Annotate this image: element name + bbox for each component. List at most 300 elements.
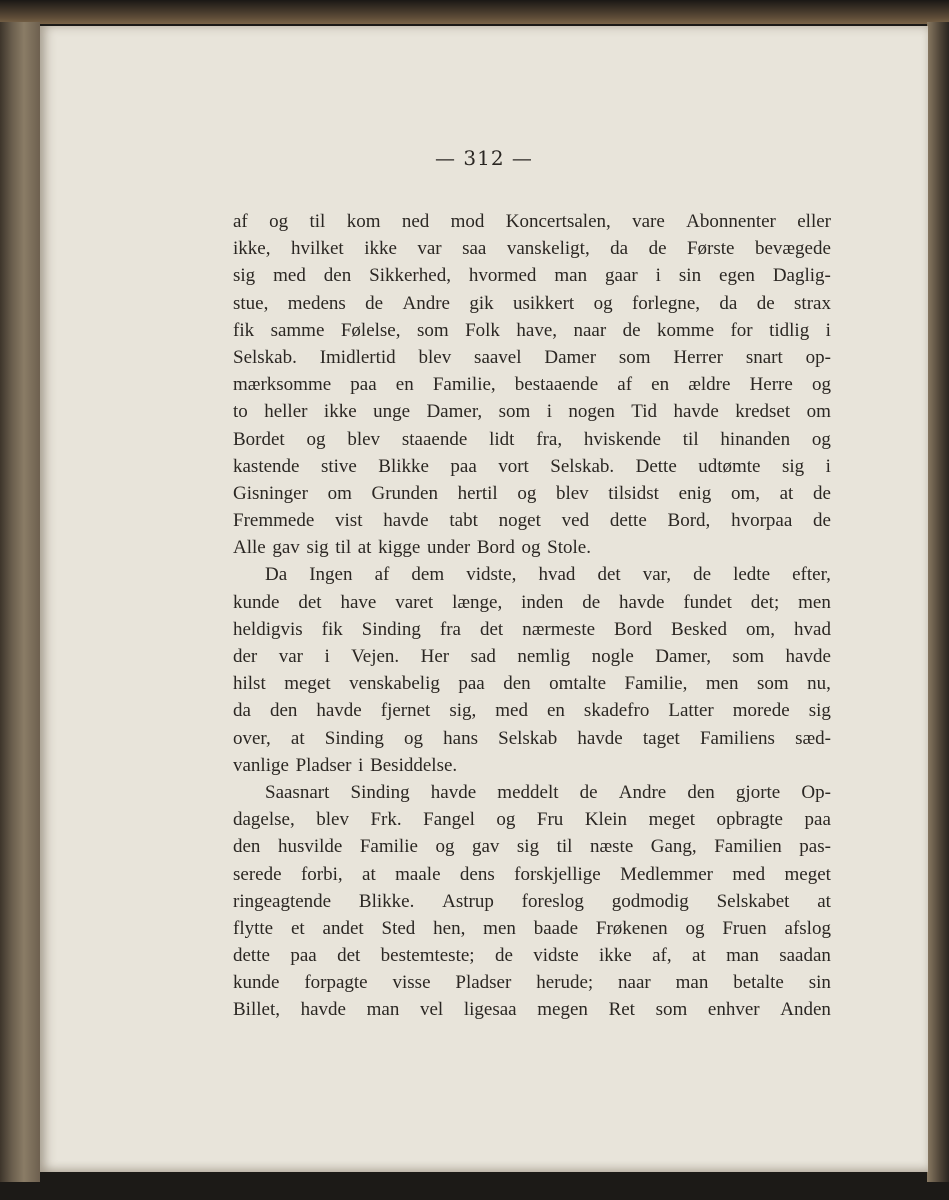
word: foreslog [521,890,584,912]
word: Damer, [655,646,711,667]
word: hinanden [720,428,791,450]
word: Imidlertid [319,346,396,368]
word: Selskab. [233,346,297,368]
word: vanskeligt, [506,238,590,260]
word: kunde [233,591,280,613]
word: næste [589,836,634,858]
word: og [496,809,516,831]
word: og [521,537,541,559]
word: og [811,374,831,396]
word: blev [418,346,452,368]
word: om [806,401,831,423]
word: visse [392,972,431,994]
word: Besked [671,618,727,640]
word: man [366,999,400,1021]
word: Dette [635,455,677,477]
word: som [416,319,449,341]
word: meddelt [497,781,559,803]
word: Frøkenen [595,917,668,939]
word: ved [561,510,590,532]
word: af [233,211,248,232]
word: Grunden [371,482,438,504]
word: sig [233,265,256,287]
page-number: — 312 — [435,146,533,170]
word: og [517,482,537,504]
word: en [395,374,414,396]
word: snart [745,346,783,368]
word: ligesaa [463,999,517,1021]
word: udtømte [698,455,761,477]
word: det; [750,591,780,613]
word: gik [469,292,494,314]
word: som [732,646,765,667]
word: den [503,673,531,695]
word: nærmeste [522,618,596,640]
word: dem [411,564,445,586]
word: Pladser [295,754,352,776]
text-line [233,697,831,724]
word: Alle [233,537,266,559]
word: det [298,591,322,613]
word: naar [618,972,651,994]
word: havde [316,700,362,722]
word: der [233,646,258,667]
word: da [610,238,629,260]
word: meget [784,863,831,885]
text-line [233,589,831,616]
body-text [233,208,831,1024]
word: Ret [608,999,635,1021]
word: de [582,591,601,613]
word: Stole. [547,537,591,559]
word: hvad [538,564,576,586]
word: herude; [536,972,594,994]
word: inden [521,591,564,613]
word: sad [470,646,496,667]
word: Sinding [324,727,384,749]
word: at [779,482,794,504]
word: paa [350,374,377,396]
word: heller [264,401,308,423]
book-spine-edge [0,22,40,1182]
word: de [622,319,641,341]
word: Familien [714,836,782,858]
text-line [233,344,831,371]
word: men [798,591,831,613]
word: Medlemmer [620,863,713,885]
word: ledte [733,564,771,586]
word: til [682,428,699,450]
word: den [269,700,298,722]
word: for [730,319,753,341]
word: mærksomme [233,374,332,396]
word: de [812,482,831,504]
word: de [813,510,831,532]
word: som [618,346,651,368]
word: Abonnenter [686,211,776,232]
word: saadan [779,945,831,967]
word: og [435,836,455,858]
text-line [233,290,831,317]
word: Klein [584,809,628,831]
word: Andre [402,292,450,314]
word: flytte [233,917,274,939]
word: vare [632,211,665,232]
book-right-edge [927,22,949,1182]
word: saavel [474,346,522,368]
word: egen [719,265,755,287]
word: man [554,265,588,287]
word: taget [642,727,680,749]
word: betalte [733,972,784,994]
word: havde [300,999,346,1021]
word: under [426,537,471,559]
text-line [233,208,831,235]
word: Op- [801,781,831,803]
word: gav [272,537,300,559]
word: Fangel [423,809,475,831]
word: den [233,836,261,858]
word: Blikke [378,455,429,477]
word: stive [320,455,357,477]
word: Her [420,646,450,667]
word: bevægede [754,238,831,260]
word: andet [322,917,364,939]
word: sig, [449,700,477,722]
word: Familie, [624,673,688,695]
word: det [337,945,361,967]
word: Gisninger [233,482,308,504]
word: unge [373,401,411,423]
word: en [546,700,565,722]
word: Koncertsalen, [505,211,611,232]
word: kredset [735,401,791,423]
text-line [233,861,831,888]
word: kigge [378,537,421,559]
word: vidste, [466,564,517,586]
word: gaar [605,265,638,287]
word: og [404,727,424,749]
word: ned [401,211,430,232]
word: usikkert [512,292,575,314]
word: Billet, [233,999,280,1021]
word: ikke [364,238,397,260]
word: den [323,265,352,287]
word: forskjellige [514,863,601,885]
word: tidlig [769,319,810,341]
text-line [233,262,831,289]
word: blev [347,428,381,450]
word: tabt [449,510,478,532]
word: at [817,890,831,912]
word: enhver [707,999,760,1021]
word: og [269,211,289,232]
text-line [233,507,831,534]
word: naar [573,319,607,341]
word: med [495,700,528,722]
word: om [327,482,352,504]
word: dette [233,945,270,967]
word: hviskende [583,428,661,450]
word: paa [804,809,831,831]
word: vort [498,455,529,477]
word: Ingen [309,564,353,586]
word: vidste [533,945,579,967]
word: Selskabet [716,890,790,912]
text-line [233,317,831,344]
word: hans [443,727,478,749]
word: over, [233,727,271,749]
word: pas- [799,836,831,858]
text-line [233,534,831,561]
word: Følelse, [340,319,401,341]
word: at [362,863,376,885]
text-line [233,371,831,398]
word: paa [450,455,477,477]
word: hvilket [290,238,344,260]
word: Bordet [233,428,285,450]
word: de [693,564,712,586]
word: to [233,401,248,423]
word: havde [383,510,429,532]
word: sig [516,836,540,858]
word: eller [797,211,831,232]
word: Fruen [722,917,767,939]
text-line [233,616,831,643]
word: afslog [784,917,831,939]
word: og [685,917,705,939]
word: havde [785,646,831,667]
word: i [825,455,831,477]
word: vanlige [233,754,289,776]
word: da [233,700,251,722]
word: paa [458,673,485,695]
text-line [233,806,831,833]
word: Damer, [426,401,483,423]
word: nogle [591,646,634,667]
word: fra [439,618,461,640]
word: op- [805,346,831,368]
word: om, [745,618,776,640]
word: havde [430,781,477,803]
word: længe, [452,591,503,613]
word: nogen [568,401,615,423]
word: Familie, [432,374,496,396]
word: var [278,646,303,667]
word: Blikke. [358,890,415,912]
word: Sikkerhed, [369,265,451,287]
word: megen [537,999,588,1021]
word: godmodig [611,890,689,912]
word: komme [657,319,715,341]
word: om, [730,482,760,504]
text-line [233,398,831,425]
word: have [340,591,377,613]
text-line [233,833,831,860]
word: Familiens [699,727,775,749]
word: da [719,292,738,314]
word: ikke [599,945,632,967]
word: blev [555,482,589,504]
word: Sinding [361,618,421,640]
word: hertil [457,482,498,504]
word: Selskab. [550,455,615,477]
word: af [374,564,390,586]
book-top-edge [0,0,949,24]
word: skadefro [583,700,650,722]
word: var [417,238,442,260]
text-line [233,942,831,969]
word: baade [533,917,579,939]
word: sin [678,265,702,287]
word: af, [652,945,672,967]
word: med [732,863,766,885]
word: fjernet [380,700,431,722]
word: gjorte [735,781,781,803]
text-line [233,480,831,507]
word: til [309,211,326,232]
word: Gang, [650,836,697,858]
word: de [494,945,513,967]
word: Bord [476,537,515,559]
word: Selskab [498,727,558,749]
word: havde [673,401,719,423]
word: nemlig [517,646,571,667]
word: Tid [631,401,658,423]
word: stue, [233,292,269,314]
word: de [579,781,598,803]
word: omtalte [549,673,607,695]
word: Familie [359,836,418,858]
word: sig [306,537,329,559]
word: samme [270,319,325,341]
text-line [233,996,831,1023]
word: i [546,401,552,423]
word: Damer [544,346,597,368]
word: varet [395,591,434,613]
word: og [593,292,613,314]
word: Bord [614,618,653,640]
word: Fremmede [233,510,315,532]
word: de [648,238,667,260]
word: Vejen. [351,646,400,667]
word: sin [808,972,831,994]
word: Sinding [350,781,410,803]
word: morede [732,700,790,722]
word: men [705,673,739,695]
word: medens [287,292,346,314]
word: paa [290,945,317,967]
word: nu, [807,673,831,695]
word: fra, [536,428,563,450]
book-page [40,26,928,1172]
word: Folk [465,319,500,341]
word: Daglig- [772,265,831,287]
word: havde [619,591,665,613]
word: hvormed [468,265,537,287]
word: meget [648,809,695,831]
word: vel [420,999,444,1021]
word: det [597,564,621,586]
word: og [811,428,831,450]
word: sig [781,455,805,477]
word: Saasnart [265,781,330,803]
word: enig [678,482,712,504]
text-line [233,643,831,670]
word: strax [794,292,831,314]
word: som [655,999,688,1021]
word: lidt [489,428,515,450]
word: med [273,265,306,287]
word: kunde [233,972,280,994]
word: at [290,727,305,749]
word: have, [516,319,558,341]
word: serede [233,863,282,885]
word: blev [316,809,349,831]
word: i [358,754,364,776]
word: som [757,673,789,695]
word: bestemteste; [380,945,475,967]
word: bestaaende [514,374,599,396]
word: forpagte [304,972,368,994]
text-line [233,779,831,806]
text-line [233,670,831,697]
word: Fru [536,809,564,831]
word: i [825,319,831,341]
word: at [692,945,706,967]
word: sæd- [795,727,831,749]
word: at [357,537,372,559]
word: havde [577,727,623,749]
word: Herre [749,374,793,396]
word: Besiddelse. [370,754,458,776]
word: ikke [323,401,357,423]
word: mod [450,211,485,232]
word: et [290,917,305,939]
word: staaende [401,428,468,450]
text-line [233,752,831,779]
word: sig [808,700,831,722]
word: det [480,618,504,640]
word: Andre [618,781,667,803]
word: den [687,781,715,803]
word: i [324,646,330,667]
text-line [233,888,831,915]
word: fundet [683,591,732,613]
word: Latter [668,700,714,722]
word: hvorpaa [731,510,793,532]
word: forlegne, [631,292,701,314]
text-line [233,969,831,996]
word: venskabelig [349,673,440,695]
word: dette [609,510,647,532]
word: Første [686,238,735,260]
word: tilsidst [608,482,659,504]
word: fik [321,618,343,640]
word: Frk. [370,809,402,831]
word: som [498,401,531,423]
text-line [233,235,831,262]
word: og [306,428,326,450]
word: gav [471,836,500,858]
word: til [556,836,573,858]
word: saa [462,238,487,260]
word: hvad [794,618,831,640]
word: dens [459,863,495,885]
word: forbi, [300,863,343,885]
word: meget [284,673,331,695]
word: fik [233,319,255,341]
